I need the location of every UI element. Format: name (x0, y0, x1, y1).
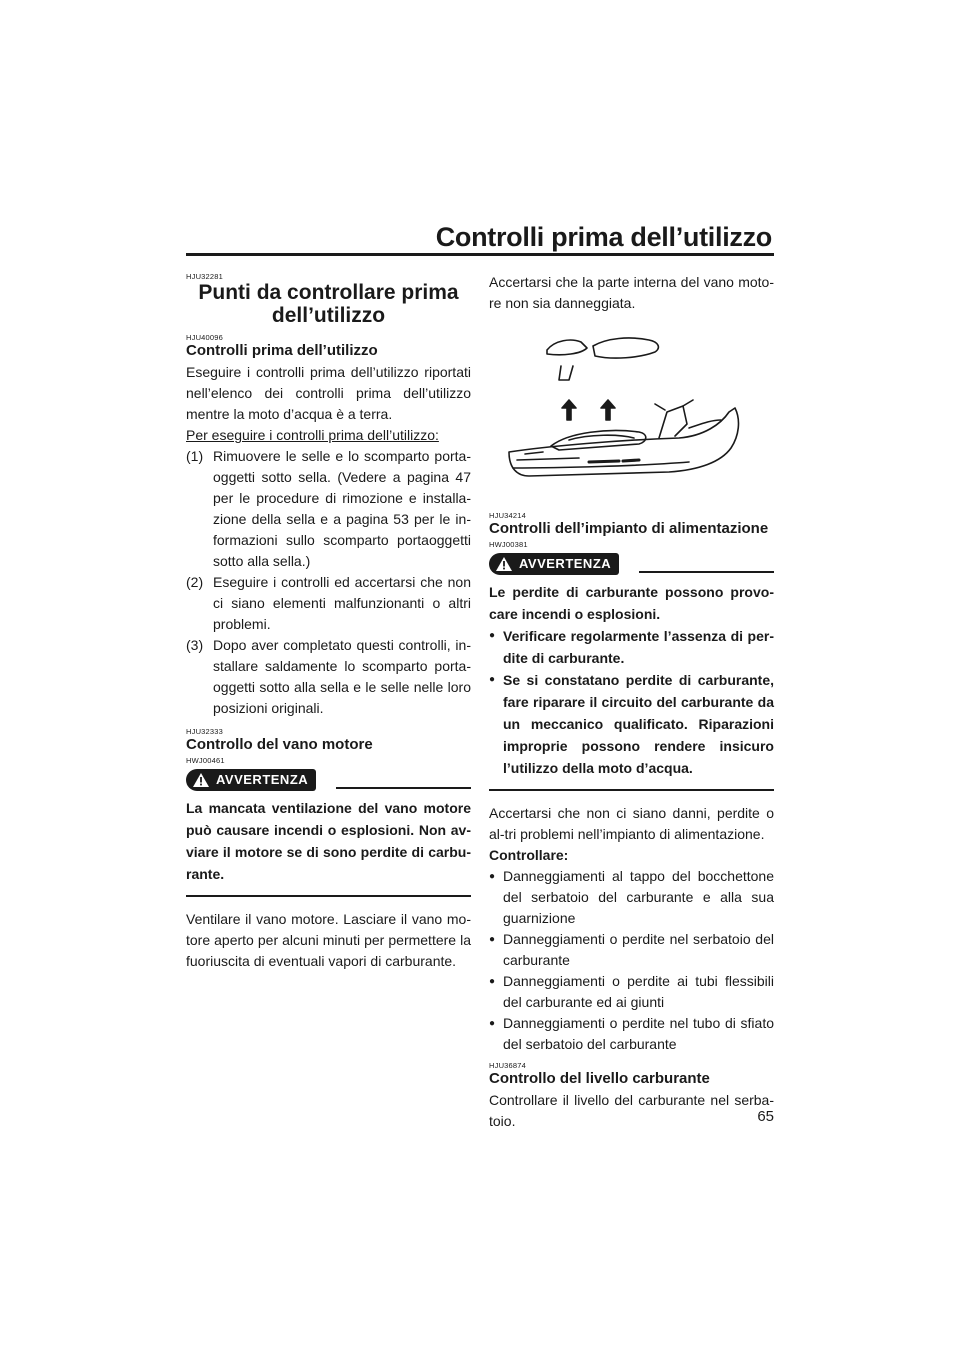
ref-code: HJU32333 (186, 727, 224, 736)
paragraph: Accertarsi che non ci siano danni, perdite o al-tri problemi nell’impianto di alimentazione. (489, 805, 774, 842)
paragraph: Ventilare il vano motore. Lasciare il vano mo-tore aperto per alcuni minuti per permettere la fuoriuscita di eventuali vapori di carburante. (186, 911, 471, 969)
bullet-dot-icon: ● (489, 1018, 496, 1029)
check-item (489, 866, 774, 929)
subsection-title: Controlli dell’impianto di alimentazione (489, 520, 769, 537)
right-column (489, 272, 774, 1132)
section-title-line-2: dell’utilizzo (271, 304, 386, 327)
warning-label: AVVERTENZA (519, 556, 612, 571)
section-title-line-1: Punti da controllare prima (198, 281, 459, 304)
section-title (186, 281, 471, 327)
warning-bullet-text: Se si constatano perdite di carburante, fare riparare il circuito del carburante da un meccanico qualificato. Riparazioni improprie possono rendere insicuro l’utilizzo della moto d’acqua. (503, 672, 774, 776)
ref-code: HWJ00461 (186, 756, 225, 765)
check-item (489, 1013, 774, 1055)
step-number: (2) (186, 574, 204, 590)
paragraph: Eseguire i controlli prima dell’utilizzo riportati nell’elenco dei controlli prima dell’utilizzo mentre la moto d’acqua è a terra. (186, 364, 471, 422)
subsection-title: Controllo del vano motore (186, 736, 373, 753)
warning-triangle-icon (496, 557, 512, 571)
step-text: Rimuovere le selle e lo scomparto porta-oggetti sotto sella. (Vedere a pagina 47 per le procedure di rimozione e installa-zione della sella e a pagina 53 per le in-formazioni sullo scomparto portaoggetti sotto alla sella.) (213, 448, 471, 569)
left-column (186, 272, 471, 972)
warning-body (186, 797, 471, 885)
step-number: (1) (186, 448, 204, 464)
subsection-title: Controllo del livello carburante (489, 1070, 710, 1087)
warning-bullet (489, 625, 774, 669)
warning-bullet-text: Verificare regolarmente l’assenza di per-dite di carburante. (503, 628, 774, 666)
check-item-text: Danneggiamenti al tappo del bocchettone del serbatoio del carburante e alla sua guarnizione (503, 868, 774, 926)
page-header-title: Controlli prima dell’utilizzo (435, 222, 772, 252)
warning-rule (639, 571, 774, 573)
check-item (489, 929, 774, 971)
warning-rule (336, 787, 471, 789)
ref-code: HJU34214 (489, 511, 527, 520)
bullet-dot-icon: ● (489, 976, 496, 987)
ref-code: HJU32281 (186, 272, 224, 281)
ref-code: HJU40096 (186, 333, 224, 342)
bullet-dot-icon: ● (489, 630, 496, 641)
step-item (186, 446, 471, 572)
header-rule (186, 253, 774, 256)
paragraph: Controllare il livello del carburante nel serba-toio. (489, 1092, 774, 1129)
ref-code: HWJ00381 (489, 540, 528, 549)
warning-badge (186, 769, 316, 791)
page-number: 65 (757, 1108, 774, 1125)
check-item-text: Danneggiamenti o perdite nel serbatoio del carburante (503, 931, 774, 968)
warning-body (489, 581, 774, 779)
check-item-text: Danneggiamenti o perdite nel tubo di sfiato del serbatoio del carburante (503, 1015, 774, 1052)
step-item (186, 635, 471, 719)
bullet-dot-icon: ● (489, 934, 496, 945)
step-number: (3) (186, 637, 204, 653)
warning-text: Le perdite di carburante possono provo-care incendi o esplosioni. (489, 584, 774, 622)
warning-triangle-icon (193, 773, 209, 787)
warning-end-rule (186, 895, 471, 897)
watercraft-engine-bay-illustration (489, 328, 774, 498)
check-label: Controllare: (489, 847, 569, 863)
check-item-text: Danneggiamenti o perdite ai tubi flessibili del carburante ed ai giunti (503, 973, 774, 1010)
warning-end-rule (489, 789, 774, 791)
step-text: Dopo aver completato questi controlli, in-stallare saldamente lo scomparto porta-oggetti sotto alla sella e le selle nelle loro posizioni originali. (213, 637, 471, 716)
warning-bullet (489, 669, 774, 779)
warning-header (489, 551, 774, 577)
warning-text: La mancata ventilazione del vano motore può causare incendi o esplosioni. Non av-viare il motore se di sono perdite di carbu-rante. (186, 800, 471, 882)
warning-header (186, 767, 471, 793)
bullet-dot-icon: ● (489, 871, 496, 882)
ref-code: HJU36874 (489, 1061, 527, 1070)
warning-badge (489, 553, 619, 575)
check-item (489, 971, 774, 1013)
subsection-title: Controlli prima dell’utilizzo (186, 342, 378, 359)
warning-label: AVVERTENZA (216, 772, 309, 787)
step-text: Eseguire i controlli ed accertarsi che non ci siano elementi malfunzionanti o altri problemi. (213, 574, 471, 632)
step-item (186, 572, 471, 635)
paragraph: Accertarsi che la parte interna del vano moto-re non sia danneggiata. (489, 274, 774, 311)
bullet-dot-icon: ● (489, 674, 496, 685)
procedure-intro: Per eseguire i controlli prima dell’utilizzo: (186, 427, 439, 443)
